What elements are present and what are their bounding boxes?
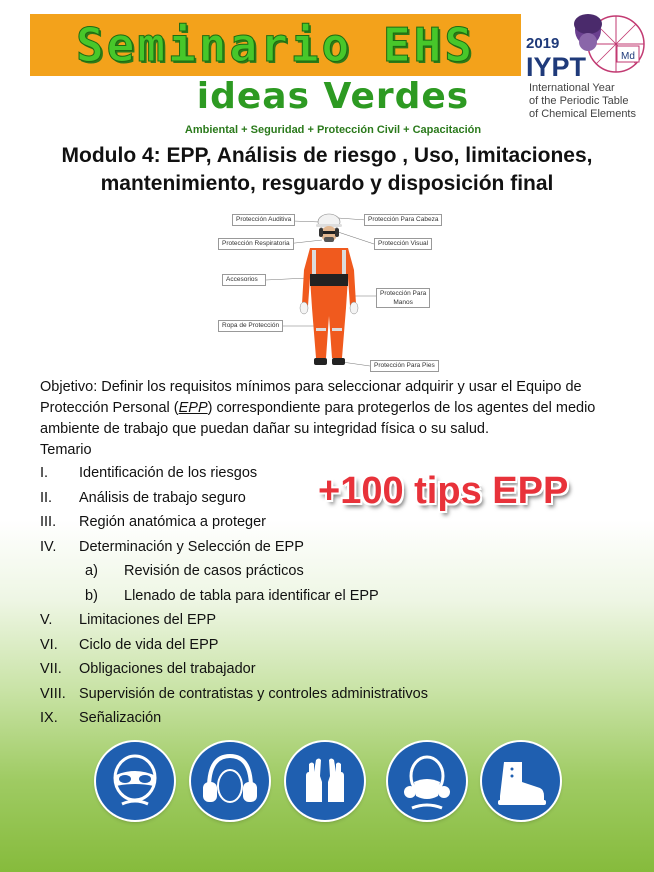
banner-title: Seminario EHS — [75, 18, 476, 72]
agenda-number: b) — [85, 587, 98, 604]
iypt-year: 2019 — [526, 35, 560, 52]
agenda-item — [40, 706, 500, 731]
agenda-number: V. — [40, 612, 53, 629]
objective-text — [40, 377, 624, 461]
agenda-subitem — [40, 584, 500, 609]
agenda-text: Identificación de los riesgos — [79, 465, 258, 482]
agenda-item — [40, 510, 500, 535]
title-line: Modulo 4: EPP, Análisis de riesgo , Uso, limitaciones, — [61, 144, 593, 167]
iypt-caption-line: of Chemical Elements — [529, 108, 636, 120]
agenda-text: Región anatómica a proteger — [79, 514, 267, 531]
label-foot-protection: Protección Para Pies — [370, 360, 439, 372]
iypt-element-symbol: Md — [621, 51, 635, 62]
objective-part: Objetivo: Definir los requisitos mínimos para seleccionar adquirir y usar el Equipo de Protección Personal ( — [40, 379, 582, 416]
ppe-figure — [216, 208, 442, 374]
iypt-caption-line: International Year — [529, 82, 615, 94]
epp-term: EPP — [178, 400, 208, 416]
agenda-subitem — [40, 559, 500, 584]
label-hand-line: Manos — [393, 299, 413, 306]
agenda-number: IV. — [40, 538, 57, 555]
iypt-caption — [529, 82, 651, 121]
agenda-text: Limitaciones del EPP — [79, 612, 217, 629]
title-line: mantenimiento, resguardo y disposición final — [100, 172, 554, 195]
label-respiratory-protection: Protección Respiratoria — [218, 238, 294, 250]
label-protective-clothing: Ropa de Protección — [218, 320, 283, 332]
agenda-item — [40, 682, 500, 707]
agenda-text: Análisis de trabajo seguro — [79, 489, 246, 506]
agenda-text: Determinación y Selección de EPP — [79, 538, 304, 555]
label-head-protection: Protección Para Cabeza — [364, 214, 442, 226]
agenda-number: VI. — [40, 636, 58, 653]
agenda-text: Llenado de tabla para identificar el EPP — [124, 587, 379, 604]
ppe-signs-row — [96, 742, 556, 832]
objective-part: ) correspondiente para protegerlos de los agentes del medio ambiente de trabajo que puedan dañar su integridad física o su salud. — [40, 400, 596, 437]
tips-badge: +100 tips EPP — [318, 470, 569, 512]
gloves-icon — [286, 742, 364, 820]
agenda-number: a) — [85, 563, 98, 580]
agenda-text: Obligaciones del trabajador — [79, 661, 256, 678]
tagline: Ambiental + Seguridad + Protección Civil + Capacitación — [184, 124, 482, 136]
page-title — [40, 142, 614, 198]
goggles-icon — [96, 742, 174, 820]
agenda-number: II. — [40, 489, 53, 506]
agenda-item — [40, 657, 500, 682]
agenda-heading: Temario — [40, 442, 92, 458]
iypt-acronym: IYPT — [526, 52, 587, 82]
label-hand-protection — [376, 288, 430, 308]
agenda-text: Revisión de casos prácticos — [124, 563, 304, 580]
agenda-number: VII. — [40, 661, 62, 678]
agenda-number: VIII. — [40, 685, 66, 702]
label-hand-line: Protección Para — [380, 290, 427, 297]
agenda-item — [40, 633, 500, 658]
label-accessories: Accesorios — [222, 274, 266, 286]
iypt-caption-line: of the Periodic Table — [529, 95, 629, 107]
safety-boot-icon — [482, 742, 560, 820]
respirator-icon — [388, 742, 466, 820]
agenda-text: Ciclo de vida del EPP — [79, 636, 219, 653]
label-eye-protection: Protección Visual — [374, 238, 432, 250]
agenda-number: I. — [40, 465, 49, 482]
ear-protection-icon — [191, 742, 269, 820]
agenda-item — [40, 535, 500, 560]
agenda-number: III. — [40, 514, 57, 531]
agenda-item — [40, 608, 500, 633]
agenda-text: Señalización — [79, 710, 162, 727]
agenda-text: Supervisión de contratistas y controles administrativos — [79, 685, 428, 702]
agenda-number: IX. — [40, 710, 58, 727]
header-banner — [30, 14, 521, 76]
label-hearing-protection: Protección Auditiva — [232, 214, 295, 226]
brand-name: ideas Verdes — [196, 76, 470, 117]
